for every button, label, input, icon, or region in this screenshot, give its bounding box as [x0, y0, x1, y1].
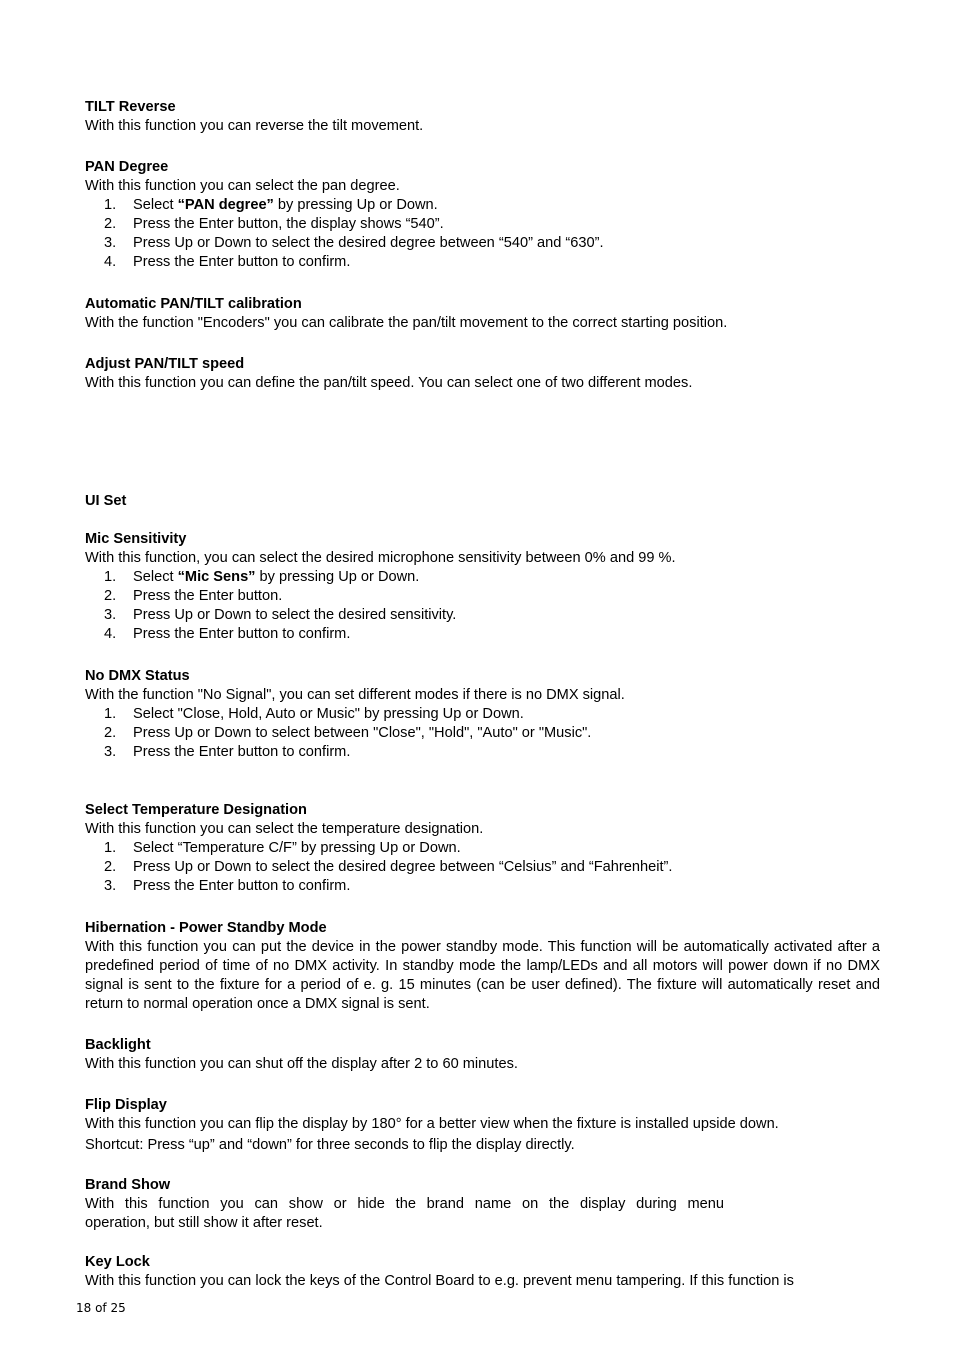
shortcut-text: Shortcut: Press “up” and “down” for three seconds to flip the display directly. — [85, 1137, 575, 1153]
section-heading: Select Temperature Designation — [85, 802, 307, 818]
steps-list — [85, 839, 880, 896]
section-temperature — [85, 801, 880, 896]
item-number: 2. — [104, 859, 117, 875]
steps-list — [85, 568, 880, 644]
list-item — [85, 234, 880, 253]
list-item — [85, 568, 880, 587]
section-heading: Flip Display — [85, 1097, 167, 1113]
section-text: With this function you can select the pan degree. — [85, 178, 400, 194]
item-text: Press the Enter button to confirm. — [133, 744, 351, 760]
list-item — [85, 587, 880, 606]
section-text: With this function you can put the device in the power standby mode. This function will be automatically activated after a predefined period of time of no DMX activity. In standby mode the lamp/LEDs and all motors will power down if no DMX signal is sent to the fixture for a period of e. g. 15 minutes (can be user defined). The fixture will automatically reset and return to normal operation once a DMX signal is sent. — [85, 939, 880, 1012]
section-no-dmx — [85, 667, 880, 762]
list-item — [85, 196, 880, 215]
list-item — [85, 705, 880, 724]
item-bold-text: “PAN degree” — [177, 197, 274, 213]
section-heading: Key Lock — [85, 1254, 150, 1270]
item-text: Press the Enter button to confirm. — [133, 254, 351, 270]
section-heading: TILT Reverse — [85, 99, 176, 115]
item-number: 2. — [104, 725, 117, 741]
item-text: Press the Enter button. — [133, 588, 283, 604]
item-number: 3. — [104, 607, 117, 623]
item-text: Press Up or Down to select the desired degree between “540” and “630”. — [133, 235, 604, 251]
item-text: Press the Enter button, the display shows “540”. — [133, 216, 444, 232]
section-backlight — [85, 1036, 880, 1074]
section-text: With this function you can show or hide the brand name on the display during menu — [85, 1196, 724, 1212]
section-heading: Hibernation - Power Standby Mode — [85, 920, 327, 936]
section-brand-show — [85, 1176, 880, 1233]
section-text: With this function, you can select the desired microphone sensitivity between 0% and 99 %. — [85, 550, 676, 566]
section-text: With this function you can shut off the display after 2 to 60 minutes. — [85, 1056, 518, 1072]
item-number: 4. — [104, 254, 117, 270]
item-number: 3. — [104, 878, 117, 894]
section-mic-sensitivity — [85, 530, 880, 644]
section-pan-degree — [85, 158, 880, 272]
item-number: 1. — [104, 569, 117, 585]
section-heading: Adjust PAN/TILT speed — [85, 356, 245, 372]
item-number: 2. — [104, 216, 117, 232]
section-ui-set — [85, 492, 880, 511]
item-number: 1. — [104, 840, 117, 856]
item-number: 2. — [104, 588, 117, 604]
item-text: by pressing Up or Down. — [273, 197, 438, 213]
section-text: With this function you can flip the display by 180° for a better view when the fixture is installed upside down. — [85, 1116, 779, 1132]
item-text: Select “Temperature C/F” by pressing Up or Down. — [133, 840, 461, 856]
section-heading: Backlight — [85, 1037, 151, 1053]
section-pan-tilt-speed — [85, 355, 880, 393]
list-item — [85, 625, 880, 644]
item-text: Select — [133, 197, 178, 213]
list-item — [85, 877, 880, 896]
list-item — [85, 606, 880, 625]
item-number: 3. — [104, 235, 117, 251]
section-heading: PAN Degree — [85, 159, 169, 175]
section-flip-display — [85, 1096, 880, 1155]
section-text: With the function "No Signal", you can set different modes if there is no DMX signal. — [85, 687, 625, 703]
item-text: Press the Enter button to confirm. — [133, 626, 351, 642]
item-number: 4. — [104, 626, 117, 642]
section-heading: No DMX Status — [85, 668, 190, 684]
item-text: Press Up or Down to select between "Close", "Hold", "Auto" or "Music". — [133, 725, 592, 741]
list-item — [85, 215, 880, 234]
section-heading: UI Set — [85, 493, 127, 509]
item-number: 1. — [104, 706, 117, 722]
item-text: Press Up or Down to select the desired degree between “Celsius” and “Fahrenheit”. — [133, 859, 673, 875]
section-text: With this function you can define the pan/tilt speed. You can select one of two different modes. — [85, 375, 693, 391]
section-text: With this function you can lock the keys of the Control Board to e.g. prevent menu tampering. If this function is — [85, 1273, 794, 1289]
item-text: by pressing Up or Down. — [255, 569, 420, 585]
section-text-continued: operation, but still show it after reset. — [85, 1215, 323, 1231]
steps-list — [85, 705, 880, 762]
section-text: With this function you can select the temperature designation. — [85, 821, 484, 837]
list-item — [85, 253, 880, 272]
item-number: 3. — [104, 744, 117, 760]
page-number: 18 of 25 — [76, 1301, 126, 1315]
section-heading: Automatic PAN/TILT calibration — [85, 296, 302, 312]
section-text: With the function "Encoders" you can calibrate the pan/tilt movement to the correct starting position. — [85, 315, 728, 331]
item-text: Press Up or Down to select the desired sensitivity. — [133, 607, 457, 623]
section-auto-calibration — [85, 295, 880, 333]
list-item — [85, 858, 880, 877]
section-heading: Brand Show — [85, 1177, 171, 1193]
list-item — [85, 724, 880, 743]
item-text: Press the Enter button to confirm. — [133, 878, 351, 894]
section-key-lock — [85, 1253, 880, 1291]
section-heading: Mic Sensitivity — [85, 531, 187, 547]
list-item — [85, 743, 880, 762]
section-text: With this function you can reverse the tilt movement. — [85, 118, 424, 134]
item-text: Select "Close, Hold, Auto or Music" by pressing Up or Down. — [133, 706, 524, 722]
item-number: 1. — [104, 197, 117, 213]
item-bold-text: “Mic Sens” — [177, 569, 256, 585]
steps-list — [85, 196, 880, 272]
section-tilt-reverse — [85, 98, 880, 136]
section-hibernation — [85, 919, 880, 1014]
item-text: Select — [133, 569, 178, 585]
list-item — [85, 839, 880, 858]
